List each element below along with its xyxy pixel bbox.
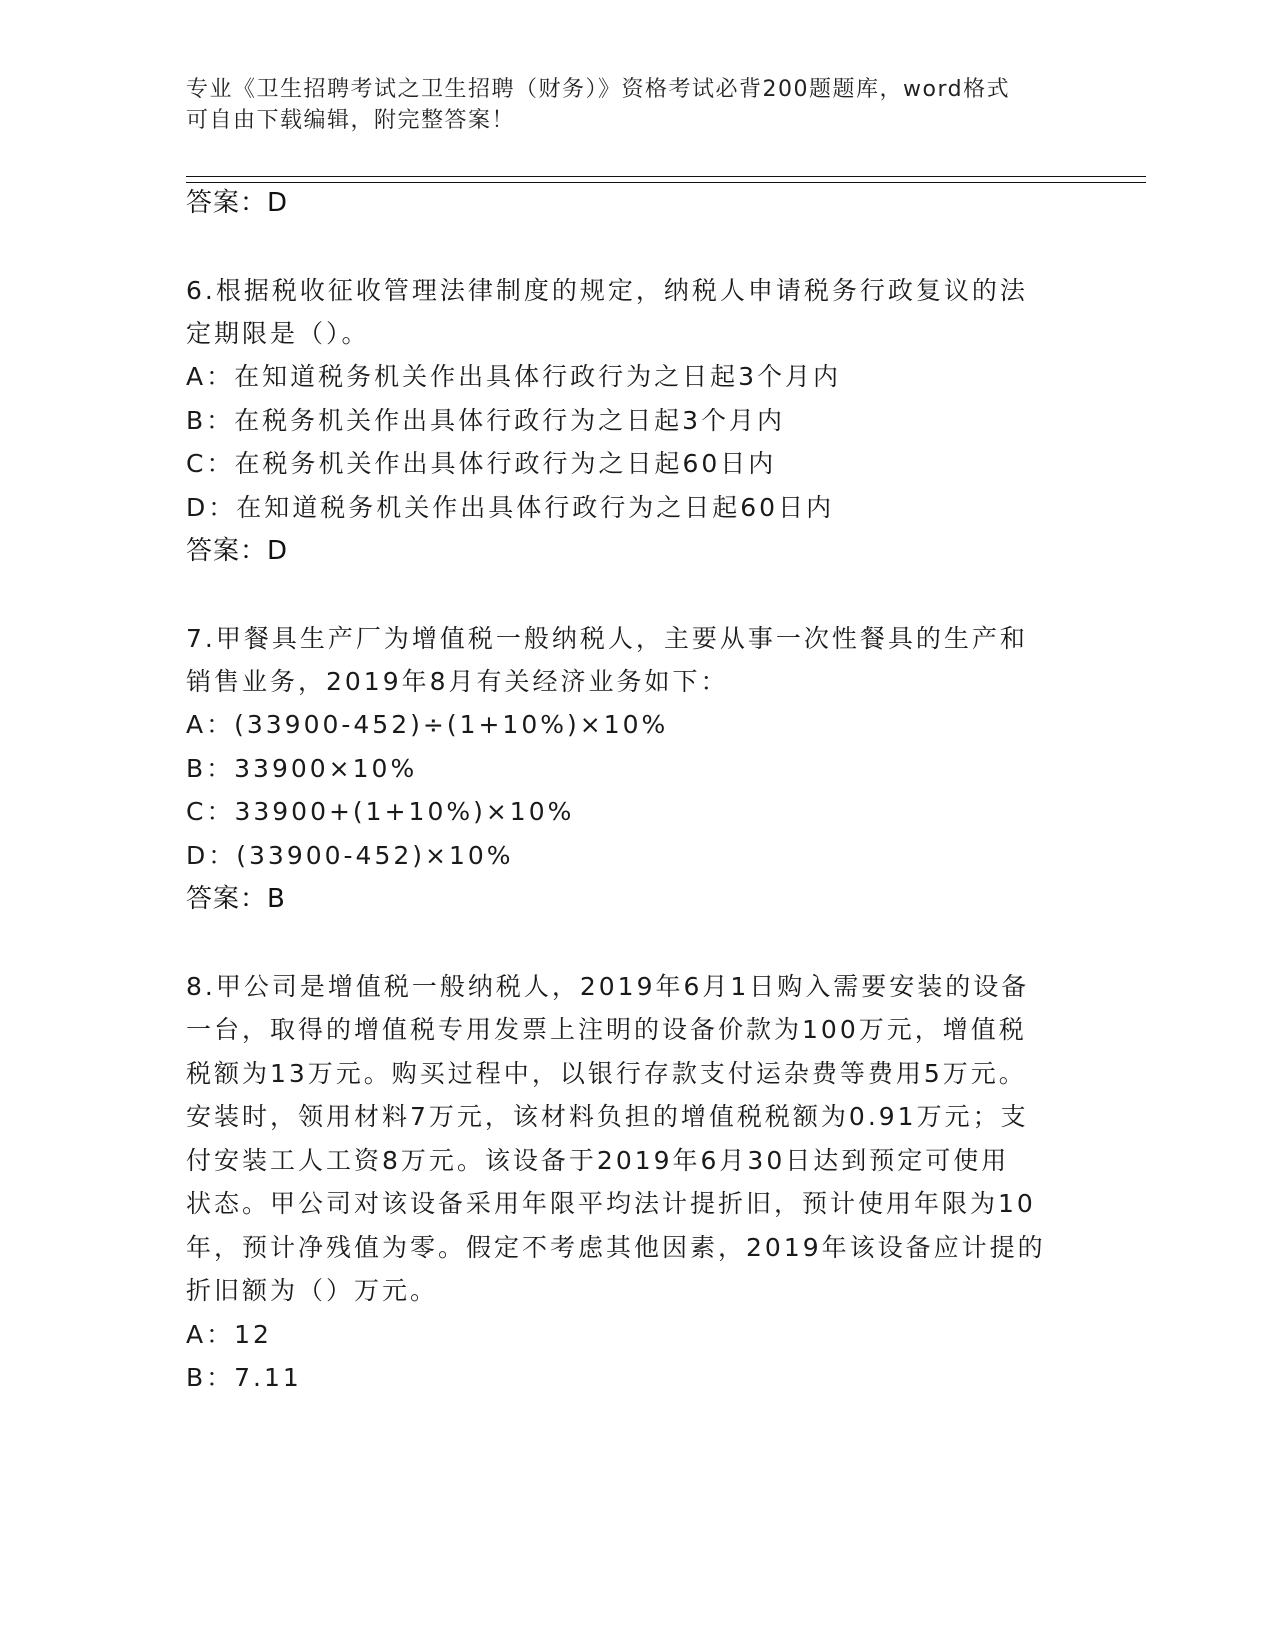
header-text — [186, 74, 1066, 136]
q8-option-b: B：7.11 — [186, 1363, 302, 1392]
q7-option-c: C：33900+(1+10%)×10% — [186, 797, 575, 826]
header-line-1: 专业《卫生招聘考试之卫生招聘（财务）》资格考试必背200题题库，word格式 — [186, 77, 1011, 102]
header-rule-bottom — [186, 182, 1146, 183]
q8-stem-line-4: 安装时，领用材料7万元，该材料负担的增值税税额为0.91万元；支 — [186, 1102, 1029, 1131]
q6-option-c: C：在税务机关作出具体行政行为之日起60日内 — [186, 449, 777, 478]
q8-stem-line-5: 付安装工人工资8万元。该设备于2019年6月30日达到预定可使用 — [186, 1146, 1010, 1175]
q8-stem-line-2: 一台，取得的增值税专用发票上注明的设备价款为100万元，增值税 — [186, 1015, 1027, 1044]
q7-answer: 答案：B — [186, 884, 286, 914]
q6-stem-line-2: 定期限是（）。 — [186, 319, 370, 348]
q7-option-d: D：(33900-452)×10% — [186, 841, 514, 870]
q8-stem-line-1: 8.甲公司是增值税一般纳税人，2019年6月1日购入需要安装的设备 — [186, 972, 1030, 1001]
q8-stem-line-7: 年，预计净残值为零。假定不考虑其他因素，2019年该设备应计提的 — [186, 1233, 1046, 1262]
q6-option-b: B：在税务机关作出具体行政行为之日起3个月内 — [186, 406, 786, 435]
q6-answer: 答案：D — [186, 536, 289, 566]
header-line-2: 可自由下载编辑，附完整答案！ — [186, 108, 516, 133]
q6-option-a: A：在知道税务机关作出具体行政行为之日起3个月内 — [186, 362, 842, 391]
q7-option-a: A：(33900-452)÷(1+10%)×10% — [186, 710, 669, 739]
q6-stem-line-1: 6.根据税收征收管理法律制度的规定，纳税人申请税务行政复议的法 — [186, 276, 1028, 305]
q8-option-a: A：12 — [186, 1320, 272, 1349]
q7-stem-line-2: 销售业务，2019年8月有关经济业务如下： — [186, 667, 729, 696]
q7-stem-line-1: 7.甲餐具生产厂为增值税一般纳税人，主要从事一次性餐具的生产和 — [186, 624, 1028, 653]
answer-previous: 答案：D — [186, 188, 289, 218]
header-rule-top — [186, 176, 1146, 177]
q7-option-b: B：33900×10% — [186, 754, 418, 783]
q8-stem-line-3: 税额为13万元。购买过程中，以银行存款支付运杂费等费用5万元。 — [186, 1059, 1027, 1088]
q8-stem-line-6: 状态。甲公司对该设备采用年限平均法计提折旧，预计使用年限为10 — [186, 1189, 1036, 1218]
q8-stem-line-8: 折旧额为（）万元。 — [186, 1276, 439, 1305]
q6-option-d: D：在知道税务机关作出具体行政行为之日起60日内 — [186, 493, 835, 522]
